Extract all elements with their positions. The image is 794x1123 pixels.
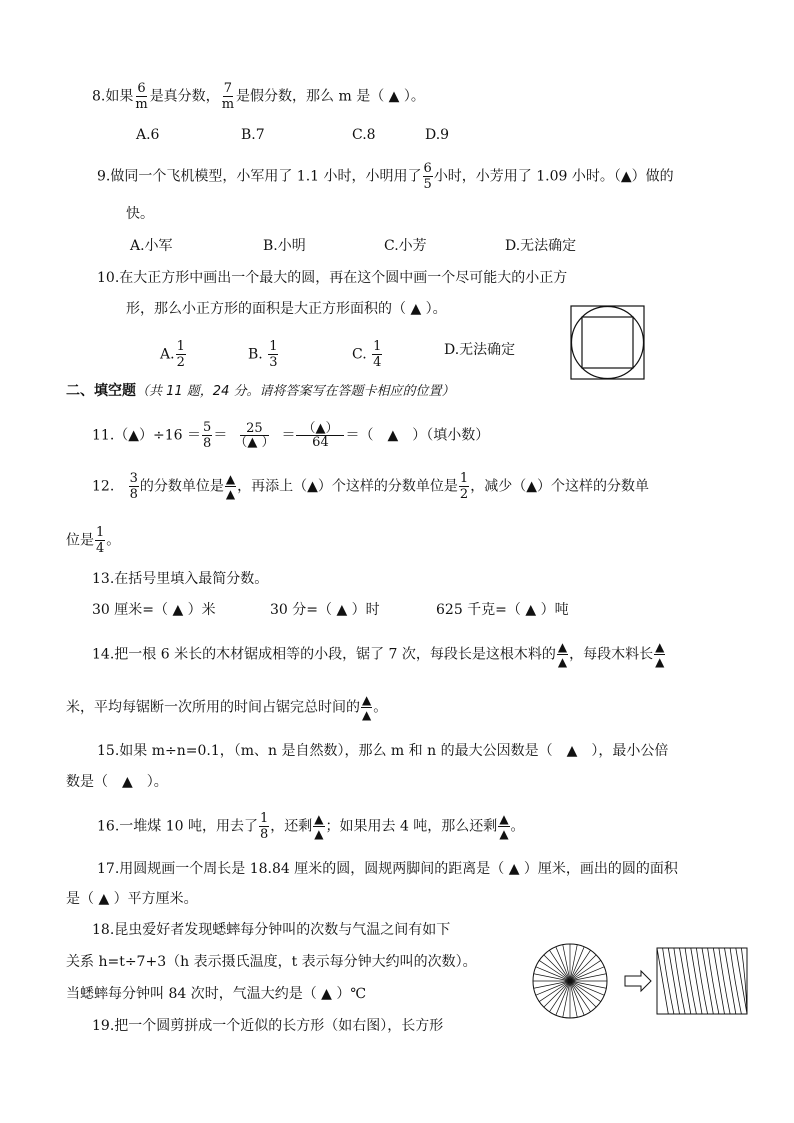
section-2-note: （共 11 题，24 分。请将答案写在答题卡相应的位置） [136,384,455,399]
sector-line [570,981,596,1007]
sector-strip [657,948,674,1014]
q18-stem: 18.昆虫爱好者发现蟋蟀每分钟叫的次数与气温之间有如下 [92,922,451,938]
q9-option-d: D.无法确定 [505,238,577,254]
q15-stem: 15.如果 m÷n=0.1，（m、n 是自然数），那么 m 和 n 的最大公因数是（ ▲ ），最小公倍 [97,743,669,759]
fraction-6-m: $\frac{6}{m}$ [135,81,148,112]
sector-strip [702,948,719,1014]
q18-line3: 当蟋蟀每分钟叫 84 次时，气温大约是（ ▲ ）℃ [66,986,367,1002]
section-2-header [66,381,454,402]
q11: 11.（▲）÷16 ＝ $\frac{5}{8}$ ＝ $\frac{25}{(▲ )}$ ＝ $\frac{(▲)}{64}$ ＝（ ▲ ）（填小数） [92,420,490,451]
q10-option-a: A. $\frac{1}{2}$ [160,339,185,370]
q14: 14.把一根 6 米长的木材锯成相等的小段，锯了 7 次，每段长是这根木料的 $\frac{▲}{▲}$ ，每段木料长 $\frac{▲}{▲}$ [92,640,665,669]
q13-stem: 13.在括号里填入最简分数。 [92,571,269,587]
q10-option-b: B. $\frac{1}{3}$ [248,339,278,370]
sector-line [544,981,570,1007]
sector-line [570,955,596,981]
arrow-right-icon [625,971,651,991]
section-2-title: 二、填空题 [66,383,136,399]
q17-stem: 17.用圆规画一个周长是 18.84 厘米的圆，圆规两脚间的距离是（ ▲ ）厘米，画出的圆的面积 [97,861,678,877]
q8-stem: 8.如果 $\frac{6}{m}$ 是真分数， $\frac{7}{m}$ 是假分数，那么 m 是（ ▲ ）。 [92,81,425,112]
q15-cont: 数是（ ▲ ）。 [66,774,168,790]
q10-stem-cont: 形，那么小正方形的面积是大正方形面积的（ ▲ ）。 [126,301,447,317]
q10-stem: 10.在大正方形中画出一个最大的圆，再在这个圆中画一个尽可能大的小正方 [97,270,568,286]
fraction-7-m: $\frac{7}{m}$ [221,81,235,112]
circle-to-rectangle-figure [525,938,751,1024]
q9-stem: 9.做同一个飞机模型，小军用了 1.1 小时，小明用了 $\frac{6}{5}$ 小时，小芳用了 1.09 小时。（▲）做的 [97,161,674,192]
q13-a: 30 厘米=（ ▲ ）米 [92,602,216,618]
inner-square [582,317,633,368]
sector-line [544,955,570,981]
sector-strip [725,948,742,1014]
sector-strip [668,948,685,1014]
divided-circle [533,944,607,1018]
q19-stem: 19.把一个圆剪拼成一个近似的长方形（如右图），长方形 [92,1018,444,1034]
q13-b: 30 分=（ ▲ ）时 [270,602,380,618]
q8-option-a: A.6 [136,127,160,143]
q10-option-c: C. $\frac{1}{4}$ [352,339,382,370]
fraction-6-5: $\frac{6}{5}$ [423,161,432,192]
q16: 16.一堆煤 10 吨，用去了 $\frac{1}{8}$ ，还剩 $\frac{▲}{▲}$ ；如果用去 4 吨，那么还剩 $\frac{▲}{▲}$ 。 [97,811,525,842]
q9-option-b: B.小明 [263,238,306,254]
sector-strip [713,948,730,1014]
q9-option-c: C.小芳 [384,238,427,254]
q8-option-b: B.7 [241,127,265,143]
q10-option-d: D.无法确定 [444,342,516,358]
sector-strip [680,948,697,1014]
q14-cont: 米，平均每锯断一次所用的时间占锯完总时间的 $\frac{▲}{▲}$ 。 [66,693,388,722]
q12: 12. $\frac{3}{8}$ 的分数单位是 $\frac{▲}{▲}$ ，再添上（▲）个这样的分数单位是 $\frac{1}{2}$ ，减少（▲）个这样的分数单 [92,471,649,502]
q9-stem-cont: 快。 [126,206,154,222]
q13-c: 625 千克=（ ▲ ）吨 [436,602,569,618]
q12-cont: 位是 $\frac{1}{4}$ 。 [66,525,121,556]
rectangle-outline [657,948,747,1014]
q9-option-a: A.小军 [130,238,173,254]
sector-strip [736,948,747,1014]
q17-cont: 是（ ▲ ）平方厘米。 [66,891,198,907]
q8-option-c: C.8 [352,127,376,143]
approx-rectangle [657,948,747,1014]
q8-option-d: D.9 [425,127,450,143]
sector-strip [691,948,708,1014]
q18-line2: 关系 h=t÷7+3（h 表示摄氏温度，t 表示每分钟大约叫的次数）。 [66,954,477,970]
square-circle-figure [570,305,646,381]
